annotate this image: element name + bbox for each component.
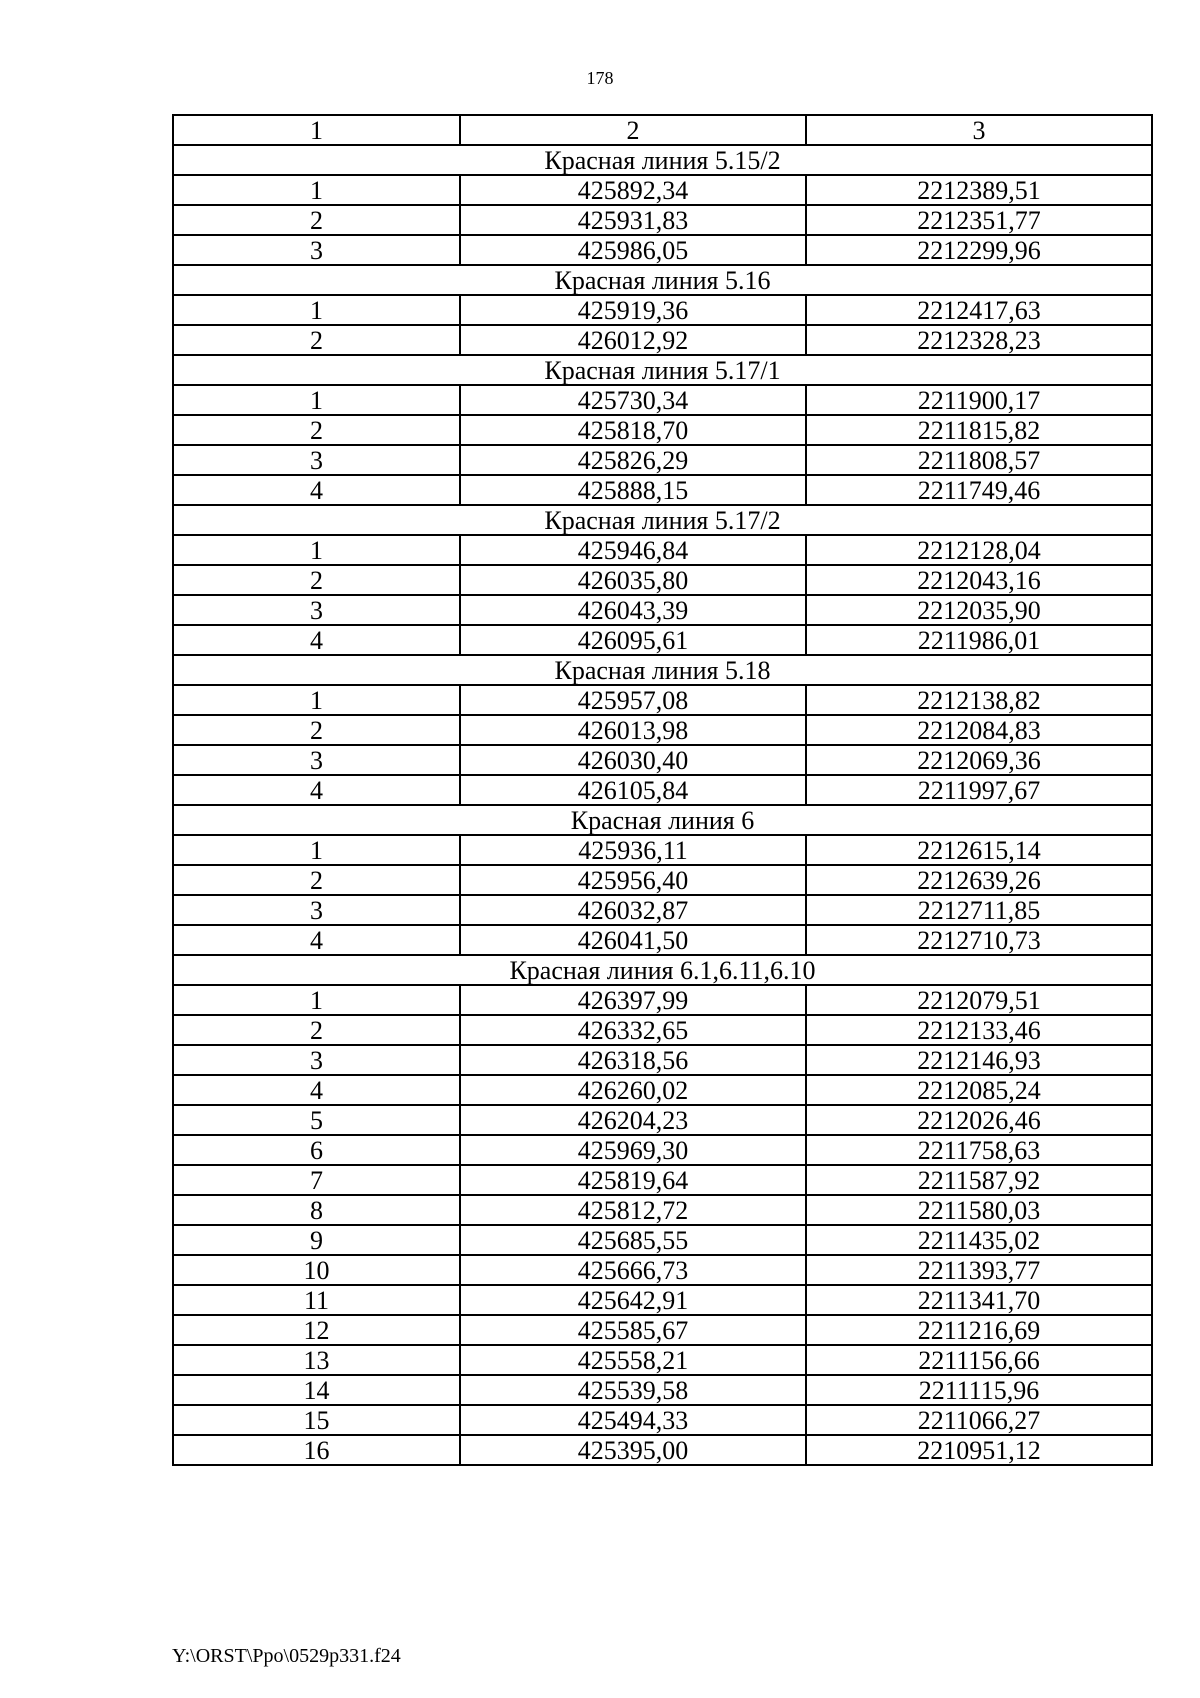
table-row <box>173 565 1152 595</box>
point-number-cell: 1 <box>173 385 460 415</box>
y-coordinate-cell: 2212389,51 <box>806 175 1152 205</box>
y-coordinate-cell: 2212035,90 <box>806 595 1152 625</box>
table-row <box>173 235 1152 265</box>
point-number-cell: 1 <box>173 175 460 205</box>
x-coordinate-cell: 426043,39 <box>460 595 806 625</box>
column-header-number: 1 <box>173 115 460 145</box>
table-row <box>173 1435 1152 1465</box>
point-number-cell: 4 <box>173 775 460 805</box>
point-number-cell: 3 <box>173 595 460 625</box>
point-number-cell: 2 <box>173 205 460 235</box>
x-coordinate-cell: 425818,70 <box>460 415 806 445</box>
point-number-cell: 15 <box>173 1405 460 1435</box>
x-coordinate-cell: 425585,67 <box>460 1315 806 1345</box>
y-coordinate-cell: 2212026,46 <box>806 1105 1152 1135</box>
x-coordinate-cell: 425969,30 <box>460 1135 806 1165</box>
y-coordinate-cell: 2211156,66 <box>806 1345 1152 1375</box>
page-number: 178 <box>586 68 614 88</box>
point-number-cell: 11 <box>173 1285 460 1315</box>
y-coordinate-cell: 2210951,12 <box>806 1435 1152 1465</box>
y-coordinate-cell: 2212328,23 <box>806 325 1152 355</box>
x-coordinate-cell: 426397,99 <box>460 985 806 1015</box>
y-coordinate-cell: 2212299,96 <box>806 235 1152 265</box>
x-coordinate-cell: 426012,92 <box>460 325 806 355</box>
y-coordinate-cell: 2212710,73 <box>806 925 1152 955</box>
point-number-cell: 3 <box>173 235 460 265</box>
point-number-cell: 4 <box>173 1075 460 1105</box>
point-number-cell: 2 <box>173 565 460 595</box>
point-number-cell: 12 <box>173 1315 460 1345</box>
y-coordinate-cell: 2211986,01 <box>806 625 1152 655</box>
y-coordinate-cell: 2211115,96 <box>806 1375 1152 1405</box>
point-number-cell: 1 <box>173 295 460 325</box>
point-number-cell: 8 <box>173 1195 460 1225</box>
x-coordinate-cell: 425931,83 <box>460 205 806 235</box>
y-coordinate-cell: 2212133,46 <box>806 1015 1152 1045</box>
table-row <box>173 1105 1152 1135</box>
point-number-cell: 14 <box>173 1375 460 1405</box>
table-row <box>173 1165 1152 1195</box>
x-coordinate-cell: 425957,08 <box>460 685 806 715</box>
section-title: Красная линия 6.1,6.11,6.10 <box>173 955 1152 985</box>
table-row <box>173 295 1152 325</box>
table-row <box>173 715 1152 745</box>
y-coordinate-cell: 2211393,77 <box>806 1255 1152 1285</box>
table-row <box>173 1285 1152 1315</box>
table-row <box>173 1075 1152 1105</box>
y-coordinate-cell: 2212085,24 <box>806 1075 1152 1105</box>
column-header-y: 3 <box>806 115 1152 145</box>
point-number-cell: 4 <box>173 625 460 655</box>
y-coordinate-cell: 2211580,03 <box>806 1195 1152 1225</box>
table-row <box>173 175 1152 205</box>
section-title: Красная линия 5.17/2 <box>173 505 1152 535</box>
point-number-cell: 2 <box>173 415 460 445</box>
section-title: Красная линия 5.18 <box>173 655 1152 685</box>
x-coordinate-cell: 425539,58 <box>460 1375 806 1405</box>
x-coordinate-cell: 425986,05 <box>460 235 806 265</box>
x-coordinate-cell: 425888,15 <box>460 475 806 505</box>
y-coordinate-cell: 2211435,02 <box>806 1225 1152 1255</box>
y-coordinate-cell: 2212639,26 <box>806 865 1152 895</box>
table-row <box>173 415 1152 445</box>
x-coordinate-cell: 426318,56 <box>460 1045 806 1075</box>
table-row <box>173 775 1152 805</box>
x-coordinate-cell: 425956,40 <box>460 865 806 895</box>
point-number-cell: 2 <box>173 1015 460 1045</box>
x-coordinate-cell: 425892,34 <box>460 175 806 205</box>
x-coordinate-cell: 425946,84 <box>460 535 806 565</box>
y-coordinate-cell: 2212043,16 <box>806 565 1152 595</box>
point-number-cell: 1 <box>173 685 460 715</box>
x-coordinate-cell: 425819,64 <box>460 1165 806 1195</box>
y-coordinate-cell: 2211066,27 <box>806 1405 1152 1435</box>
table-row <box>173 625 1152 655</box>
x-coordinate-cell: 425919,36 <box>460 295 806 325</box>
x-coordinate-cell: 426332,65 <box>460 1015 806 1045</box>
point-number-cell: 4 <box>173 925 460 955</box>
table-row <box>173 1015 1152 1045</box>
footer-file-path: Y:\ORST\Ppo\0529p331.f24 <box>172 1645 401 1667</box>
point-number-cell: 16 <box>173 1435 460 1465</box>
point-number-cell: 3 <box>173 1045 460 1075</box>
y-coordinate-cell: 2212351,77 <box>806 205 1152 235</box>
y-coordinate-cell: 2211749,46 <box>806 475 1152 505</box>
point-number-cell: 10 <box>173 1255 460 1285</box>
section-title: Красная линия 5.15/2 <box>173 145 1152 175</box>
coordinates-table <box>172 114 1153 1466</box>
y-coordinate-cell: 2212079,51 <box>806 985 1152 1015</box>
section-header-row <box>173 805 1152 835</box>
table-row <box>173 535 1152 565</box>
point-number-cell: 9 <box>173 1225 460 1255</box>
table-row <box>173 445 1152 475</box>
x-coordinate-cell: 425812,72 <box>460 1195 806 1225</box>
point-number-cell: 2 <box>173 715 460 745</box>
y-coordinate-cell: 2212615,14 <box>806 835 1152 865</box>
y-coordinate-cell: 2212069,36 <box>806 745 1152 775</box>
table-row <box>173 1255 1152 1285</box>
x-coordinate-cell: 425685,55 <box>460 1225 806 1255</box>
x-coordinate-cell: 425558,21 <box>460 1345 806 1375</box>
table-row <box>173 745 1152 775</box>
section-title: Красная линия 5.16 <box>173 265 1152 295</box>
x-coordinate-cell: 426035,80 <box>460 565 806 595</box>
table-row <box>173 325 1152 355</box>
x-coordinate-cell: 426105,84 <box>460 775 806 805</box>
point-number-cell: 3 <box>173 445 460 475</box>
table-row <box>173 1045 1152 1075</box>
table-row <box>173 595 1152 625</box>
section-header-row <box>173 145 1152 175</box>
table-row <box>173 835 1152 865</box>
point-number-cell: 2 <box>173 865 460 895</box>
table-row <box>173 385 1152 415</box>
y-coordinate-cell: 2211997,67 <box>806 775 1152 805</box>
x-coordinate-cell: 425936,11 <box>460 835 806 865</box>
y-coordinate-cell: 2212128,04 <box>806 535 1152 565</box>
x-coordinate-cell: 425730,34 <box>460 385 806 415</box>
y-coordinate-cell: 2212711,85 <box>806 895 1152 925</box>
y-coordinate-cell: 2212146,93 <box>806 1045 1152 1075</box>
x-coordinate-cell: 426030,40 <box>460 745 806 775</box>
point-number-cell: 7 <box>173 1165 460 1195</box>
x-coordinate-cell: 426041,50 <box>460 925 806 955</box>
table-row <box>173 1135 1152 1165</box>
x-coordinate-cell: 425494,33 <box>460 1405 806 1435</box>
x-coordinate-cell: 425395,00 <box>460 1435 806 1465</box>
table-row <box>173 685 1152 715</box>
section-title: Красная линия 6 <box>173 805 1152 835</box>
section-header-row <box>173 955 1152 985</box>
point-number-cell: 4 <box>173 475 460 505</box>
table-header-row <box>173 115 1152 145</box>
section-header-row <box>173 655 1152 685</box>
point-number-cell: 2 <box>173 325 460 355</box>
table-row <box>173 205 1152 235</box>
x-coordinate-cell: 425666,73 <box>460 1255 806 1285</box>
y-coordinate-cell: 2211216,69 <box>806 1315 1152 1345</box>
x-coordinate-cell: 426095,61 <box>460 625 806 655</box>
y-coordinate-cell: 2212084,83 <box>806 715 1152 745</box>
point-number-cell: 3 <box>173 745 460 775</box>
point-number-cell: 3 <box>173 895 460 925</box>
table-row <box>173 1375 1152 1405</box>
table-row <box>173 1405 1152 1435</box>
y-coordinate-cell: 2211900,17 <box>806 385 1152 415</box>
section-header-row <box>173 355 1152 385</box>
y-coordinate-cell: 2211341,70 <box>806 1285 1152 1315</box>
x-coordinate-cell: 425826,29 <box>460 445 806 475</box>
y-coordinate-cell: 2212417,63 <box>806 295 1152 325</box>
x-coordinate-cell: 426260,02 <box>460 1075 806 1105</box>
point-number-cell: 1 <box>173 535 460 565</box>
table-row <box>173 1195 1152 1225</box>
table-row <box>173 475 1152 505</box>
x-coordinate-cell: 426032,87 <box>460 895 806 925</box>
point-number-cell: 1 <box>173 835 460 865</box>
point-number-cell: 13 <box>173 1345 460 1375</box>
table-row <box>173 985 1152 1015</box>
coordinates-table-body <box>173 115 1152 1465</box>
section-header-row <box>173 505 1152 535</box>
table-row <box>173 1345 1152 1375</box>
column-header-x: 2 <box>460 115 806 145</box>
point-number-cell: 5 <box>173 1105 460 1135</box>
point-number-cell: 6 <box>173 1135 460 1165</box>
table-row <box>173 925 1152 955</box>
table-row <box>173 895 1152 925</box>
x-coordinate-cell: 426204,23 <box>460 1105 806 1135</box>
x-coordinate-cell: 425642,91 <box>460 1285 806 1315</box>
y-coordinate-cell: 2211815,82 <box>806 415 1152 445</box>
table-row <box>173 1225 1152 1255</box>
table-row <box>173 1315 1152 1345</box>
point-number-cell: 1 <box>173 985 460 1015</box>
table-row <box>173 865 1152 895</box>
x-coordinate-cell: 426013,98 <box>460 715 806 745</box>
y-coordinate-cell: 2211758,63 <box>806 1135 1152 1165</box>
section-title: Красная линия 5.17/1 <box>173 355 1152 385</box>
y-coordinate-cell: 2212138,82 <box>806 685 1152 715</box>
section-header-row <box>173 265 1152 295</box>
y-coordinate-cell: 2211587,92 <box>806 1165 1152 1195</box>
y-coordinate-cell: 2211808,57 <box>806 445 1152 475</box>
